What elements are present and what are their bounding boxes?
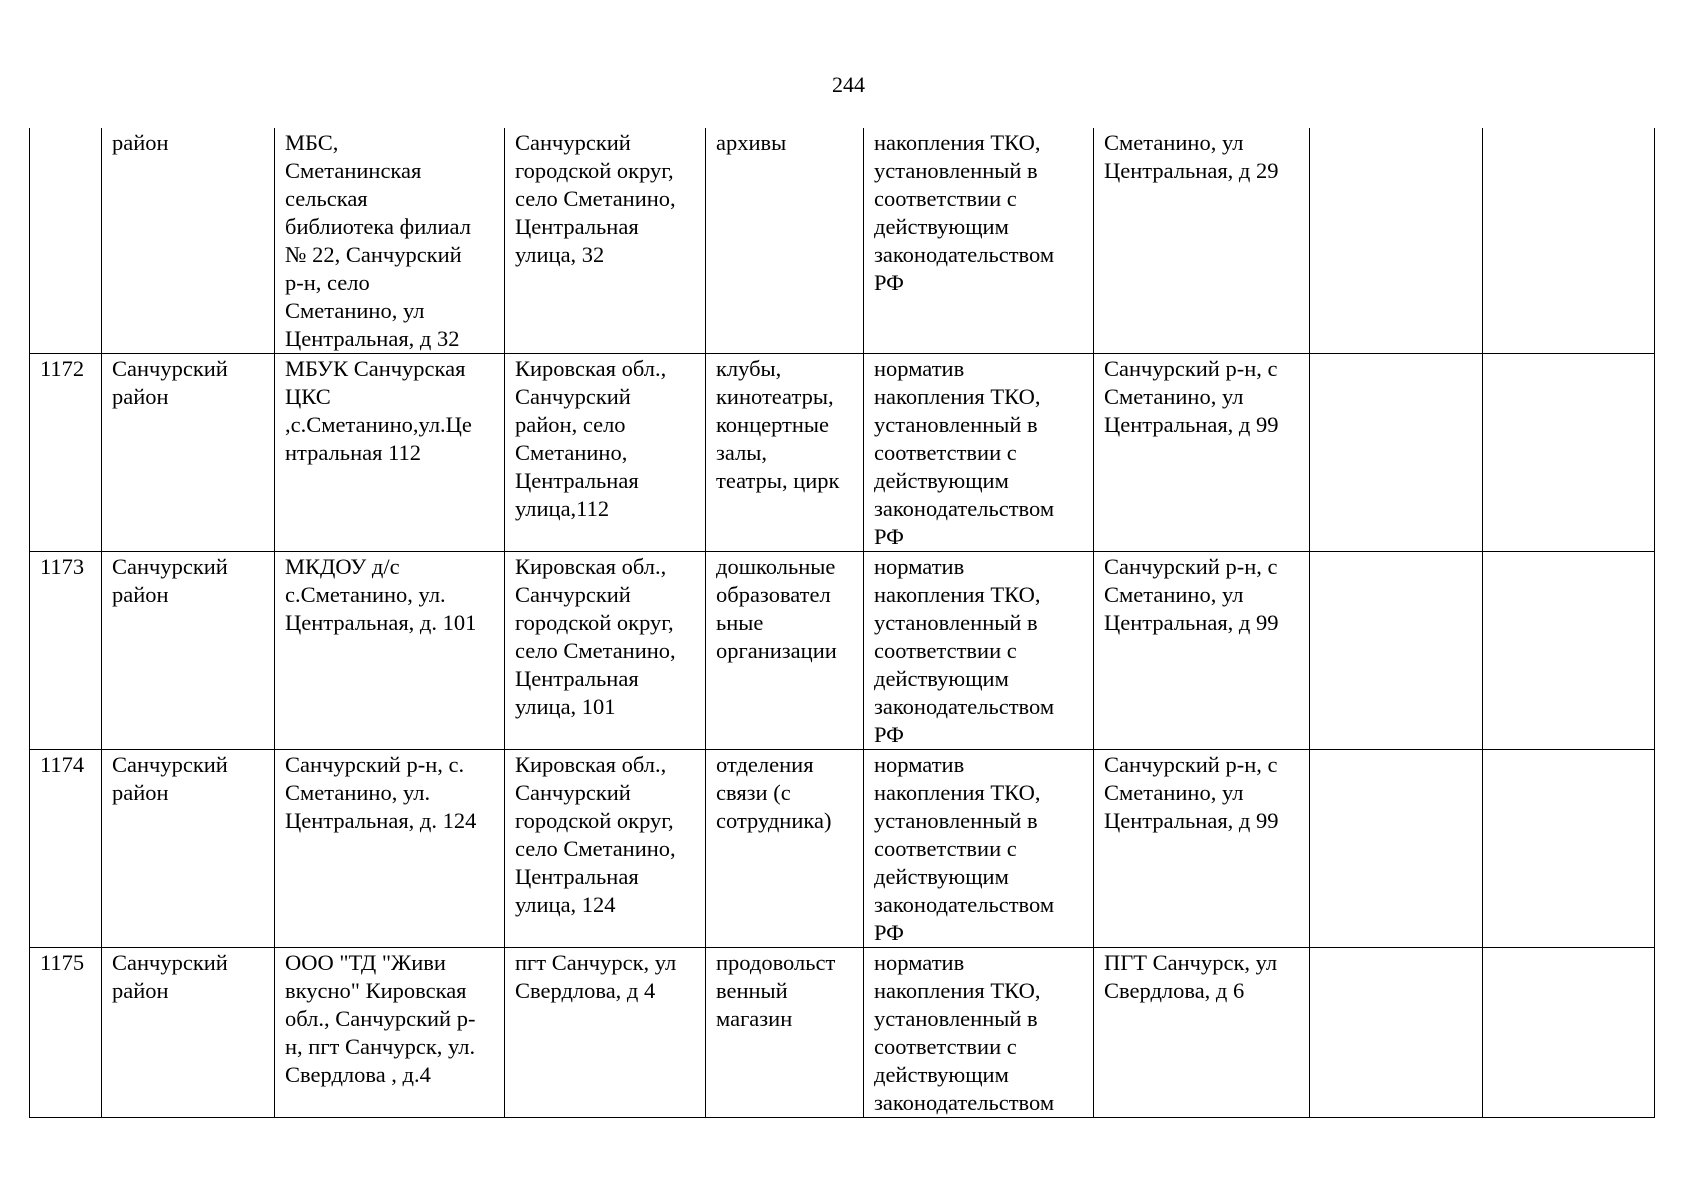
cell-line: Центральная, д 99 (1104, 610, 1279, 635)
cell-line: Центральная (515, 214, 639, 239)
cell-line: продовольст (716, 950, 836, 975)
cell-line: район (112, 780, 169, 805)
cell-line: норматив (874, 752, 965, 777)
cell-line: улица, 32 (515, 242, 605, 267)
cell-line: РФ (874, 722, 904, 747)
row-number-cell: 1173 (30, 552, 102, 750)
cell-line: ,с.Сметанино,ул.Це (285, 412, 472, 437)
cell-line: связи (с (716, 780, 791, 805)
district-cell (102, 948, 275, 1118)
cell-line: Центральная, д. 124 (285, 808, 477, 833)
collection-site-cell (1094, 128, 1310, 354)
cell-line: действующим (874, 1062, 1009, 1087)
cell-line: село Сметанино, (515, 836, 676, 861)
cell-line: Сметанино, ул (1104, 130, 1244, 155)
cell-line: Сметанино, ул. (285, 780, 431, 805)
accumulation-norm-cell (864, 750, 1094, 948)
cell-line: РФ (874, 920, 904, 945)
cell-line: район, село (515, 412, 626, 437)
cell-line: обл., Санчурский р- (285, 1006, 476, 1031)
cell-line: накопления ТКО, (874, 978, 1041, 1003)
cell-line: Центральная, д 29 (1104, 158, 1279, 183)
cell-line: соответствии с (874, 638, 1017, 663)
cell-line: № 22, Санчурский (285, 242, 462, 267)
cell-line: улица, 101 (515, 694, 616, 719)
cell-line: действующим (874, 214, 1009, 239)
address-cell (505, 354, 706, 552)
waste-sites-table (29, 128, 1655, 1118)
cell-line: накопления ТКО, (874, 780, 1041, 805)
cell-line: Санчурский (515, 582, 631, 607)
cell-line: ООО "ТД "Живи (285, 950, 446, 975)
table-row (30, 750, 1655, 948)
cell-line: соответствии с (874, 186, 1017, 211)
cell-line: городской округ, (515, 610, 674, 635)
cell-line: р-н, село (285, 270, 370, 295)
cell-line: кинотеатры, (716, 384, 834, 409)
table-row (30, 948, 1655, 1118)
cell-line: ПГТ Санчурск, ул (1104, 950, 1278, 975)
cell-line: Центральная, д 99 (1104, 412, 1279, 437)
cell-line: Санчурский р-н, с. (285, 752, 465, 777)
cell-line: установленный в (874, 808, 1038, 833)
cell-line: Санчурский р-н, с (1104, 752, 1278, 777)
cell-line: н, пгт Санчурск, ул. (285, 1034, 476, 1059)
cell-line: действующим (874, 666, 1009, 691)
cell-line: район (112, 978, 169, 1003)
district-cell (102, 354, 275, 552)
cell-line: венный (716, 978, 788, 1003)
cell-line: действующим (874, 864, 1009, 889)
cell-line: Санчурский (515, 384, 631, 409)
cell-line: действующим (874, 468, 1009, 493)
cell-line: вкусно" Кировская (285, 978, 467, 1003)
cell-line: законодательством (874, 892, 1055, 917)
accumulation-norm-cell (864, 128, 1094, 354)
cell-line: архивы (716, 130, 787, 155)
collection-site-cell (1094, 948, 1310, 1118)
cell-line: установленный в (874, 158, 1038, 183)
address-cell (505, 552, 706, 750)
table-body (30, 128, 1655, 1118)
cell-line: законодательством (874, 496, 1055, 521)
cell-line: норматив (874, 950, 965, 975)
empty-cell (1483, 750, 1655, 948)
address-cell (505, 128, 706, 354)
collection-site-cell (1094, 750, 1310, 948)
empty-cell (1483, 948, 1655, 1118)
row-number-cell: 1172 (30, 354, 102, 552)
cell-line: Сметанино, ул (285, 298, 425, 323)
cell-line: Сметанино, ул (1104, 384, 1244, 409)
cell-line: улица,112 (515, 496, 610, 521)
cell-line: городской округ, (515, 158, 674, 183)
cell-line: Центральная, д 99 (1104, 808, 1279, 833)
district-cell (102, 128, 275, 354)
empty-cell (1310, 948, 1483, 1118)
cell-line: улица, 124 (515, 892, 616, 917)
cell-line: Санчурский (112, 554, 228, 579)
table-row (30, 552, 1655, 750)
cell-line: норматив (874, 554, 965, 579)
cell-line: с.Сметанино, ул. (285, 582, 446, 607)
row-number-cell: 1175 (30, 948, 102, 1118)
cell-line: установленный в (874, 1006, 1038, 1031)
page-number: 244 (832, 72, 865, 97)
cell-line: театры, цирк (716, 468, 840, 493)
cell-line: РФ (874, 270, 904, 295)
cell-line: Санчурский (112, 356, 228, 381)
cell-line: Кировская обл., (515, 554, 667, 579)
cell-line: Сметанино, ул (1104, 582, 1244, 607)
category-cell (706, 552, 864, 750)
cell-line: сотрудника) (716, 808, 832, 833)
cell-line: Центральная, д. 101 (285, 610, 477, 635)
cell-line: Санчурский (112, 752, 228, 777)
accumulation-norm-cell (864, 948, 1094, 1118)
table-row (30, 354, 1655, 552)
cell-line: накопления ТКО, (874, 384, 1041, 409)
cell-line: соответствии с (874, 836, 1017, 861)
cell-line: район (112, 384, 169, 409)
cell-line: клубы, (716, 356, 782, 381)
cell-line: Сметанинская (285, 158, 422, 183)
address-cell (505, 750, 706, 948)
category-cell (706, 354, 864, 552)
cell-line: Кировская обл., (515, 752, 667, 777)
cell-line: Санчурский (515, 130, 631, 155)
cell-line: Кировская обл., (515, 356, 667, 381)
cell-line: отделения (716, 752, 814, 777)
cell-line: Сметанино, ул (1104, 780, 1244, 805)
cell-line: организации (716, 638, 837, 663)
cell-line: Санчурский (515, 780, 631, 805)
cell-line: Центральная, д 32 (285, 326, 460, 351)
district-cell (102, 552, 275, 750)
cell-line: МБС, (285, 130, 339, 155)
row-number-cell (30, 128, 102, 354)
cell-line: Санчурский р-н, с (1104, 554, 1278, 579)
empty-cell (1310, 354, 1483, 552)
cell-line: норматив (874, 356, 965, 381)
category-cell (706, 948, 864, 1118)
cell-line: магазин (716, 1006, 793, 1031)
empty-cell (1483, 128, 1655, 354)
cell-line: Сметанино, (515, 440, 628, 465)
cell-line: МКДОУ д/с (285, 554, 400, 579)
cell-line: библиотека филиал (285, 214, 471, 239)
object-name-cell (275, 552, 505, 750)
cell-line: район (112, 130, 169, 155)
cell-line: МБУК Санчурская (285, 356, 466, 381)
category-cell (706, 750, 864, 948)
cell-line: законодательством (874, 1090, 1055, 1115)
object-name-cell (275, 750, 505, 948)
cell-line: Свердлова, д 4 (515, 978, 656, 1003)
row-number-cell: 1174 (30, 750, 102, 948)
accumulation-norm-cell (864, 354, 1094, 552)
cell-line: Свердлова , д.4 (285, 1062, 431, 1087)
cell-line: установленный в (874, 412, 1038, 437)
cell-line: концертные (716, 412, 830, 437)
cell-line: соответствии с (874, 1034, 1017, 1059)
category-cell (706, 128, 864, 354)
cell-line: Центральная (515, 666, 639, 691)
empty-cell (1483, 552, 1655, 750)
cell-line: нтральная 112 (285, 440, 421, 465)
cell-line: ьные (716, 610, 764, 635)
cell-line: пгт Санчурск, ул (515, 950, 677, 975)
cell-line: РФ (874, 524, 904, 549)
cell-line: сельская (285, 186, 368, 211)
cell-line: установленный в (874, 610, 1038, 635)
empty-cell (1310, 552, 1483, 750)
collection-site-cell (1094, 354, 1310, 552)
empty-cell (1310, 128, 1483, 354)
object-name-cell (275, 354, 505, 552)
cell-line: Свердлова, д 6 (1104, 978, 1245, 1003)
cell-line: село Сметанино, (515, 638, 676, 663)
cell-line: городской округ, (515, 808, 674, 833)
cell-line: ЦКС (285, 384, 331, 409)
cell-line: залы, (716, 440, 768, 465)
table-row (30, 128, 1655, 354)
object-name-cell (275, 128, 505, 354)
cell-line: накопления ТКО, (874, 582, 1041, 607)
cell-line: Санчурский (112, 950, 228, 975)
cell-line: законодательством (874, 694, 1055, 719)
cell-line: законодательством (874, 242, 1055, 267)
cell-line: Санчурский р-н, с (1104, 356, 1278, 381)
empty-cell (1483, 354, 1655, 552)
cell-line: образовател (716, 582, 831, 607)
cell-line: накопления ТКО, (874, 130, 1041, 155)
cell-line: Центральная (515, 468, 639, 493)
object-name-cell (275, 948, 505, 1118)
cell-line: дошкольные (716, 554, 836, 579)
collection-site-cell (1094, 552, 1310, 750)
cell-line: район (112, 582, 169, 607)
accumulation-norm-cell (864, 552, 1094, 750)
cell-line: соответствии с (874, 440, 1017, 465)
cell-line: Центральная (515, 864, 639, 889)
address-cell (505, 948, 706, 1118)
empty-cell (1310, 750, 1483, 948)
cell-line: село Сметанино, (515, 186, 676, 211)
district-cell (102, 750, 275, 948)
